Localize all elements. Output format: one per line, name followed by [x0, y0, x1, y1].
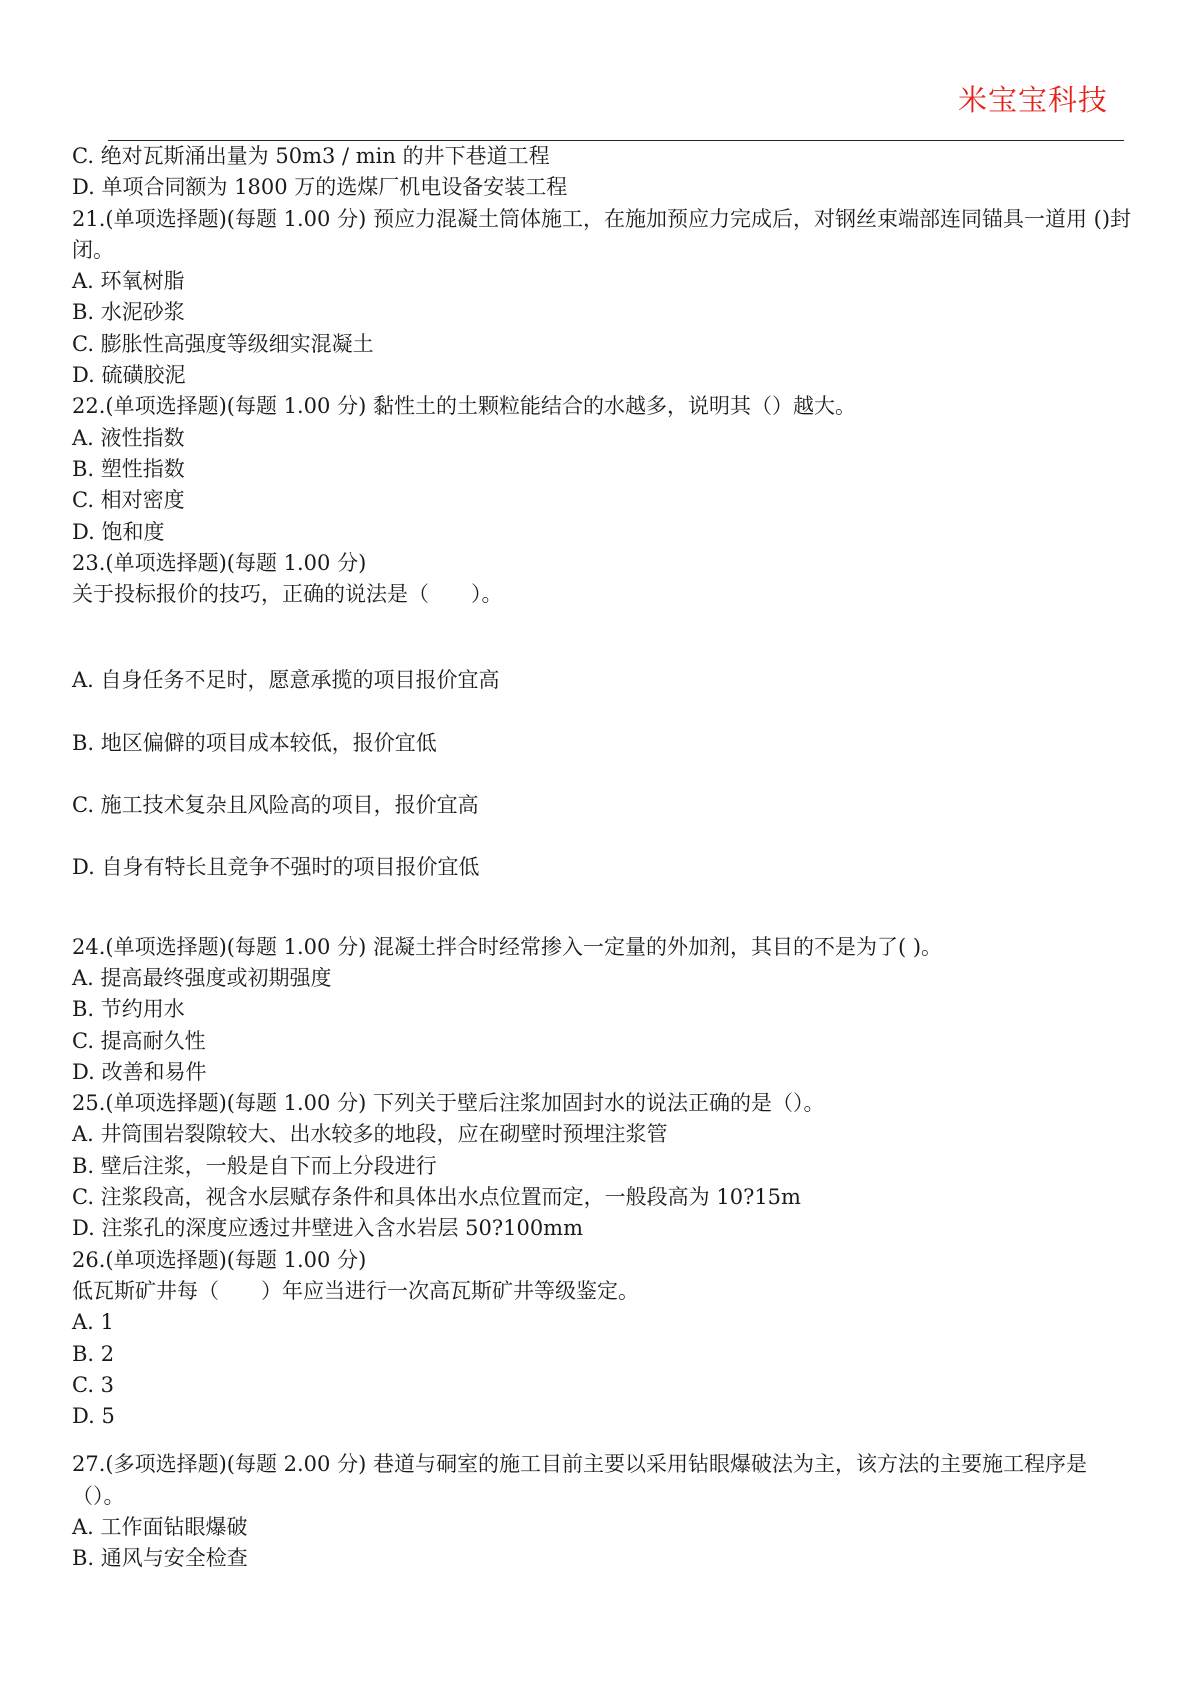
question-27-option-a: A. 工作面钻眼爆破 [72, 1514, 248, 1539]
spacer [72, 610, 1132, 665]
spacer [72, 915, 1132, 932]
question-27-option-b: B. 通风与安全检查 [72, 1546, 248, 1571]
question-26-option-a: A. 1 [72, 1310, 114, 1335]
question-26-option-c: C. 3 [72, 1372, 115, 1397]
question-25-option-c: C. 注浆段高，视含水层赋存条件和具体出水点位置而定，一般段高为 10?15m [72, 1185, 801, 1210]
question-23-option-c: C. 施工技术复杂且风险高的项目，报价宜高 [72, 793, 479, 818]
question-26-stem: 26.(单项选择题)(每题 1.00 分) [72, 1247, 367, 1272]
question-21-option-b: B. 水泥砂浆 [72, 300, 185, 325]
question-26-option-b: B. 2 [72, 1341, 115, 1366]
question-21-stem: 21.(单项选择题)(每题 1.00 分) 预应力混凝土筒体施工，在施加预应力完成后，对钢丝束端部连同锚具一道用 ()封闭。 [72, 206, 1132, 262]
question-23-options [72, 665, 1132, 883]
spacer [72, 1432, 1132, 1449]
document-content [72, 141, 1132, 1575]
question-21-option-a: A. 环氧树脂 [72, 269, 185, 294]
question-22-option-b: B. 塑性指数 [72, 456, 185, 481]
question-25-option-d: D. 注浆孔的深度应透过井壁进入含水岩层 50?100mm [72, 1216, 584, 1241]
question-26-option-d: D. 5 [72, 1404, 115, 1429]
question-27-stem: 27.(多项选择题)(每题 2.00 分) 巷道与硐室的施工目前主要以采用钻眼爆破法为主，该方法的主要施工程序是（）。 [72, 1452, 1087, 1508]
option-line: C. 绝对瓦斯涌出量为 50m3 / min 的井下巷道工程 [72, 144, 550, 168]
question-25-option-b: B. 壁后注浆，一般是自下而上分段进行 [72, 1153, 437, 1178]
question-23-option-b: B. 地区偏僻的项目成本较低，报价宜低 [72, 730, 437, 755]
question-22-option-a: A. 液性指数 [72, 425, 185, 450]
question-23-text: 关于投标报价的技巧，正确的说法是（ ）。 [72, 582, 503, 607]
question-24-option-b: B. 节约用水 [72, 997, 185, 1022]
question-22-stem: 22.(单项选择题)(每题 1.00 分) 黏性土的土颗粒能结合的水越多，说明其（）越大。 [72, 394, 856, 419]
question-23-stem: 23.(单项选择题)(每题 1.00 分) [72, 550, 367, 575]
question-23-option-d: D. 自身有特长且竞争不强时的项目报价宜低 [72, 855, 480, 880]
question-24-option-d: D. 改善和易件 [72, 1059, 207, 1084]
question-23-option-a: A. 自身任务不足时，愿意承揽的项目报价宜高 [72, 668, 500, 693]
question-24-option-c: C. 提高耐久性 [72, 1028, 206, 1053]
question-24-option-a: A. 提高最终强度或初期强度 [72, 965, 332, 990]
question-22-option-c: C. 相对密度 [72, 488, 185, 513]
question-26-text: 低瓦斯矿井每（ ）年应当进行一次高瓦斯矿井等级鉴定。 [72, 1278, 639, 1303]
question-21-option-c: C. 膨胀性高强度等级细实混凝土 [72, 331, 374, 356]
question-22-option-d: D. 饱和度 [72, 519, 165, 544]
question-21-option-d: D. 硫磺胶泥 [72, 363, 186, 388]
question-24-stem: 24.(单项选择题)(每题 1.00 分) 混凝土拌合时经常掺入一定量的外加剂，其目的不是为了( )。 [72, 934, 943, 959]
option-line: D. 单项合同额为 1800 万的选煤厂机电设备安装工程 [72, 175, 568, 200]
question-25-stem: 25.(单项选择题)(每题 1.00 分) 下列关于壁后注浆加固封水的说法正确的是（）。 [72, 1091, 825, 1116]
question-25-option-a: A. 井筒围岩裂隙较大、出水较多的地段，应在砌壁时预埋注浆管 [72, 1122, 668, 1147]
brand-watermark: 米宝宝科技 [957, 83, 1108, 117]
